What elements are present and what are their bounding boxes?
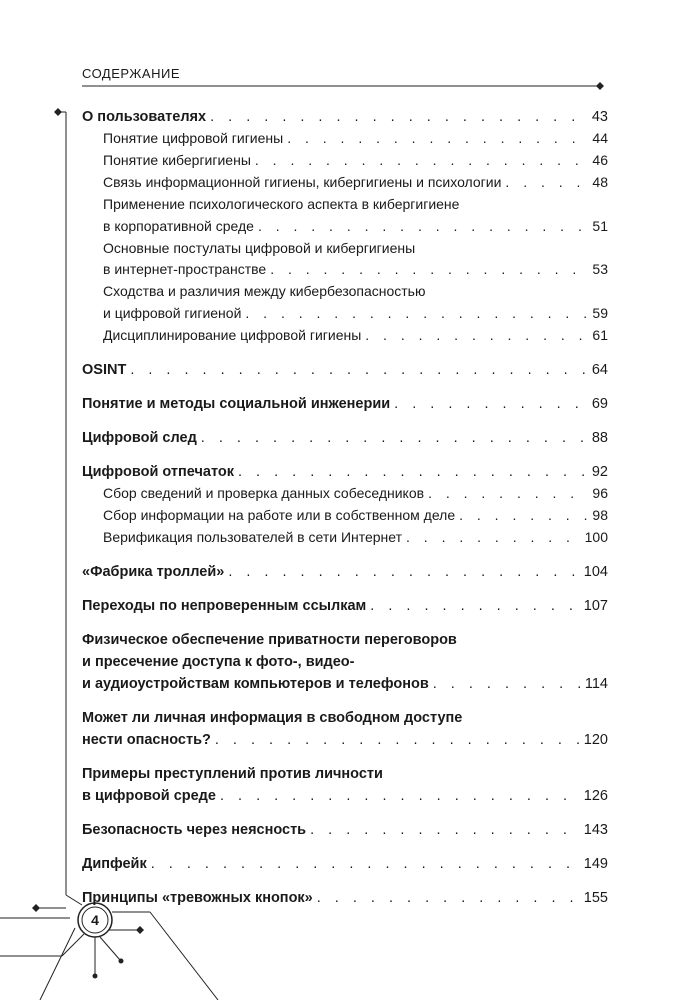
toc-entry-page: 51	[592, 217, 608, 234]
dot-leader	[258, 216, 588, 238]
dot-leader	[459, 505, 588, 527]
dot-leader	[228, 561, 579, 583]
toc-entry[interactable]	[82, 629, 608, 695]
toc-entry[interactable]	[82, 128, 608, 150]
toc-entry[interactable]	[82, 106, 608, 128]
toc-gap	[82, 549, 608, 561]
toc-entry-page: 114	[584, 675, 608, 692]
toc-entry-title: Принципы «тревожных кнопок»	[82, 889, 313, 906]
dot-leader	[365, 325, 588, 347]
toc-entry[interactable]	[82, 238, 608, 282]
toc-entry[interactable]	[82, 150, 608, 172]
toc-gap	[82, 449, 608, 461]
toc-gap	[82, 381, 608, 393]
toc-entry[interactable]	[82, 819, 608, 841]
toc-entry-page: 107	[583, 597, 608, 614]
toc-entry-title: в корпоративной среде	[103, 217, 254, 234]
toc-gap	[82, 751, 608, 763]
toc-entry[interactable]	[82, 359, 608, 381]
toc-entry-title: Понятие кибергигиены	[103, 152, 251, 168]
toc-entry-title: Понятие и методы социальной инженерии	[82, 395, 391, 412]
toc-gap	[82, 415, 608, 427]
dot-leader	[394, 393, 588, 415]
dot-leader	[151, 853, 580, 875]
toc-entry[interactable]	[82, 393, 608, 415]
dot-leader	[370, 595, 580, 617]
toc-entry[interactable]	[82, 461, 608, 483]
toc-entry-title: в интернет-пространстве	[103, 261, 267, 277]
toc-entry-page: 44	[592, 130, 608, 146]
dot-leader	[317, 887, 580, 909]
toc-entry-title: Цифровой отпечаток	[82, 463, 234, 480]
toc-entry-title: в цифровой среде	[82, 787, 216, 804]
toc-entry-title: Физическое обеспечение приватности переговоров	[82, 631, 457, 648]
toc-entry[interactable]	[82, 194, 608, 238]
toc-entry-title: «Фабрика троллей»	[82, 563, 225, 580]
toc-entry-page: 61	[592, 326, 608, 343]
toc-entry-page: 69	[591, 395, 608, 412]
dot-leader	[130, 359, 588, 381]
dot-leader	[255, 150, 589, 172]
toc-entry-title: Верификация пользователей в сети Интернет	[103, 528, 403, 545]
toc-entry-page: 88	[591, 429, 608, 446]
toc-entry[interactable]	[82, 887, 608, 909]
toc-entry-page: 126	[583, 787, 608, 804]
toc-entry-page: 100	[584, 528, 608, 545]
toc-entry-page: 96	[592, 484, 608, 501]
toc-entry[interactable]	[82, 281, 608, 325]
dot-leader	[406, 527, 581, 549]
toc-entry-title: Цифровой след	[82, 429, 197, 446]
toc-entry[interactable]	[82, 427, 608, 449]
toc-entry-title: Дисциплинирование цифровой гигиены	[103, 326, 362, 343]
toc-entry-title: и аудиоустройствам компьютеров и телефонов	[82, 675, 429, 692]
toc-header: СОДЕРЖАНИЕ	[82, 66, 181, 81]
toc-gap	[82, 841, 608, 853]
dot-leader	[245, 303, 588, 325]
toc-entry[interactable]	[82, 483, 608, 505]
toc-entry-title: Сходства и различия между кибербезопасностью	[103, 283, 426, 299]
toc-entry-title: Основные постулаты цифровой и кибергигиены	[103, 239, 416, 256]
toc-entry[interactable]	[82, 595, 608, 617]
toc-gap	[82, 695, 608, 707]
toc-entry-page: 155	[583, 889, 608, 906]
toc-entry-title: OSINT	[82, 361, 127, 378]
toc-entry[interactable]	[82, 707, 608, 751]
toc-entry-page: 46	[592, 152, 608, 168]
toc-entry-page: 98	[592, 506, 608, 523]
toc-entry[interactable]	[82, 763, 608, 807]
dot-leader	[287, 128, 588, 150]
dot-leader	[428, 483, 588, 505]
toc-entry-page: 149	[583, 855, 608, 872]
toc-entry-page: 64	[591, 361, 608, 378]
toc-entry-title: Примеры преступлений против личности	[82, 765, 383, 782]
toc-entry-title: Сбор сведений и проверка данных собеседников	[103, 484, 425, 501]
toc-entry-page: 120	[583, 731, 608, 748]
toc-gap	[82, 583, 608, 595]
toc-entry[interactable]	[82, 325, 608, 347]
page-number: 4	[91, 912, 99, 928]
toc-entry-title: Связь информационной гигиены, кибергигиены и психологии	[103, 174, 502, 190]
toc-gap	[82, 617, 608, 629]
toc-entry-page: 48	[592, 174, 608, 190]
toc-entry-page: 59	[592, 304, 608, 321]
toc-entry-page: 92	[591, 463, 608, 480]
dot-leader	[210, 106, 588, 128]
toc-entry-title: Применение психологического аспекта в кибергигиене	[103, 196, 460, 212]
toc-entry[interactable]	[82, 505, 608, 527]
toc-entry[interactable]	[82, 561, 608, 583]
toc-entry-page: 104	[583, 563, 608, 580]
toc-gap	[82, 807, 608, 819]
toc-entry-title: Может ли личная информация в свободном доступе	[82, 709, 463, 726]
toc-entry-title: нести опасность?	[82, 731, 211, 748]
toc-entry-title: О пользователях	[82, 109, 207, 125]
toc-entry-title: и цифровой гигиеной	[103, 304, 242, 321]
toc-entry-title: Понятие цифровой гигиены	[103, 130, 284, 146]
dot-leader	[238, 461, 588, 483]
dot-leader	[505, 172, 588, 194]
toc-entry-title: Сбор информации на работе или в собственном деле	[103, 506, 456, 523]
dot-leader	[433, 673, 581, 695]
toc-entry[interactable]	[82, 527, 608, 549]
toc-entry-page: 53	[592, 261, 608, 277]
toc-entry[interactable]	[82, 853, 608, 875]
dot-leader	[201, 427, 588, 449]
toc-entry-page: 43	[591, 109, 608, 125]
toc-entry-page: 143	[583, 821, 608, 838]
dot-leader	[220, 785, 580, 807]
dot-leader	[270, 259, 588, 281]
table-of-contents	[82, 106, 608, 909]
toc-entry-title: Дипфейк	[82, 855, 147, 872]
toc-entry-title: и пресечение доступа к фото-, видео-	[82, 653, 355, 670]
dot-leader	[310, 819, 580, 841]
toc-entry[interactable]	[82, 172, 608, 194]
toc-entry-title: Переходы по непроверенным ссылкам	[82, 597, 367, 614]
dot-leader	[215, 729, 580, 751]
toc-entry-title: Безопасность через неясность	[82, 821, 307, 838]
toc-gap	[82, 347, 608, 359]
toc-gap	[82, 875, 608, 887]
